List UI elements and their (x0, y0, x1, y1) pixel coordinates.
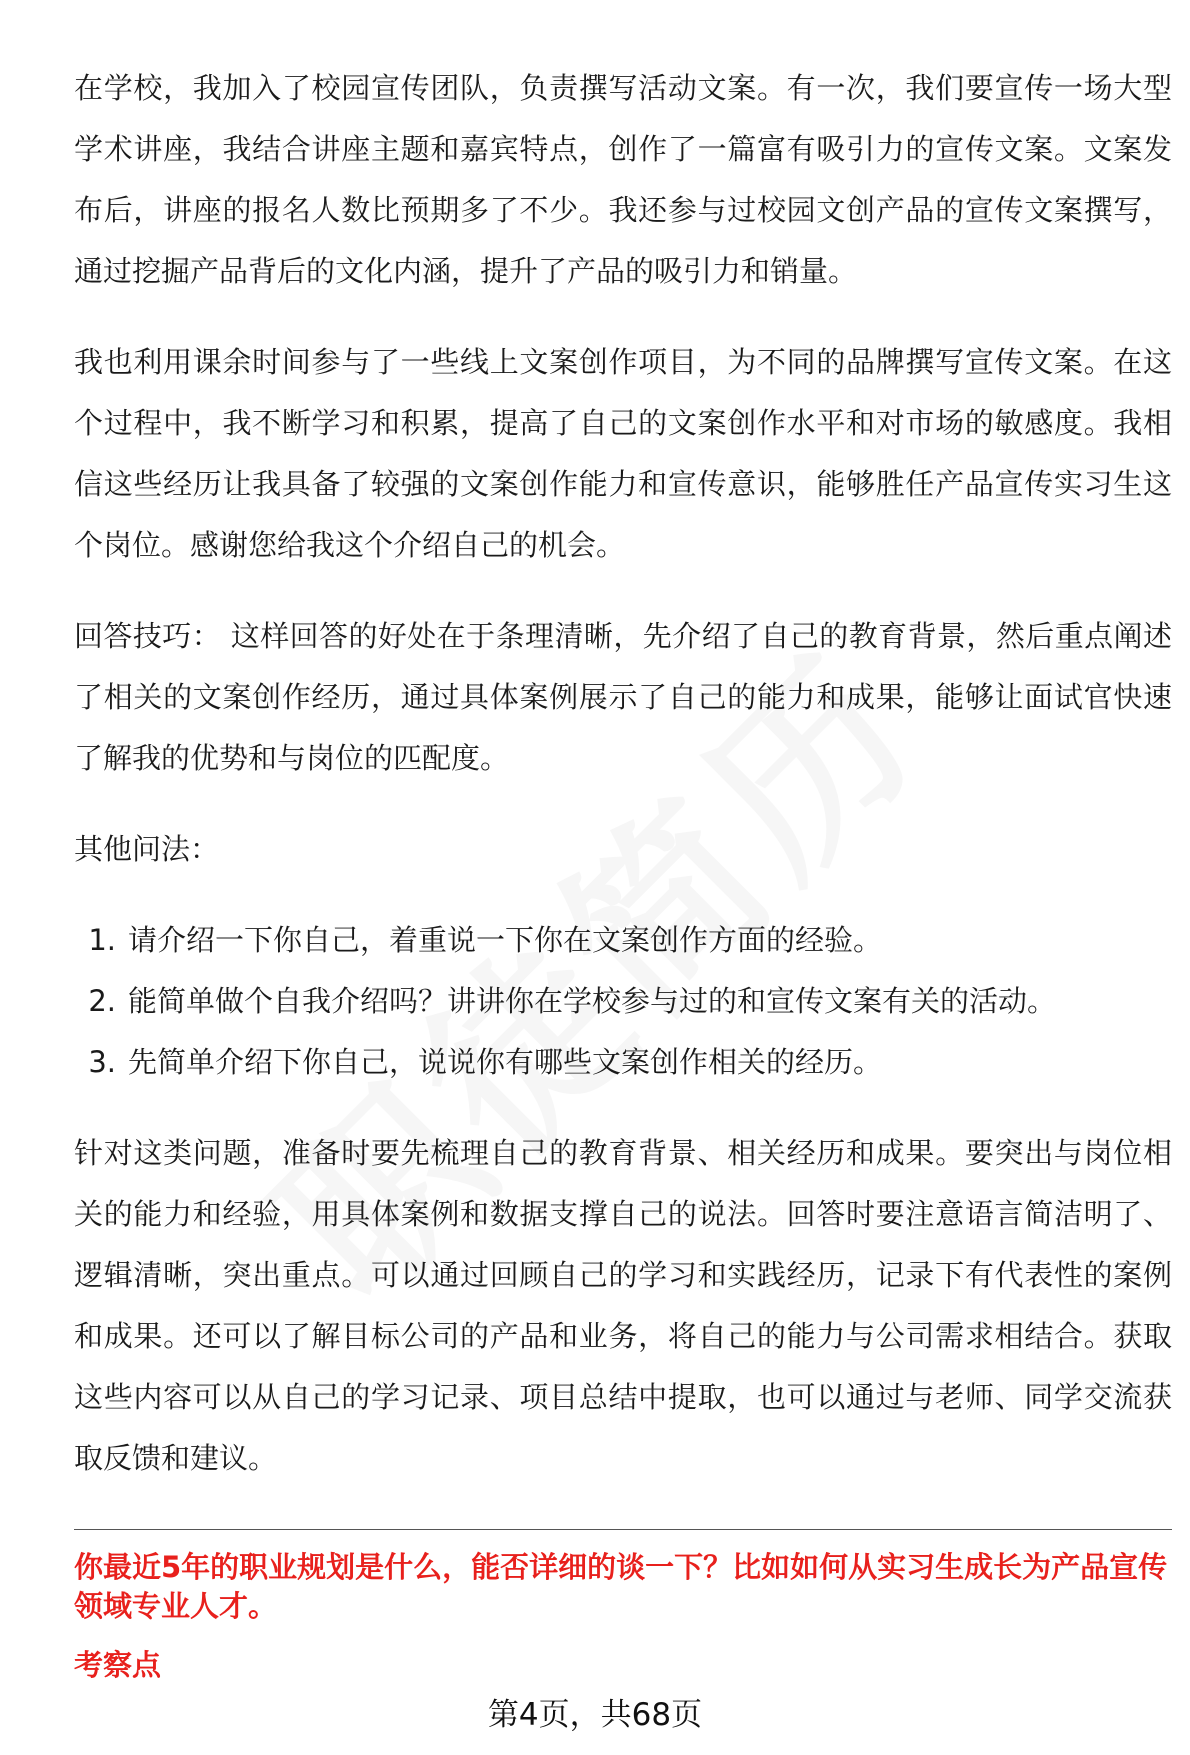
list-item-text: 能简单做个自我介绍吗？讲讲你在学校参与过的和宣传文案有关的活动。 (128, 984, 1057, 1018)
paragraph-answer-tips: 回答技巧： 这样回答的好处在于条理清晰，先介绍了自己的教育背景，然后重点阐述了相关的文案创作经历，通过具体案例展示了自己的能力和成果，能够让面试官快速了解我的优势和与岗位的匹配度。 (74, 619, 1172, 775)
list-item-text: 先简单介绍下你自己，说说你有哪些文案创作相关的经历。 (128, 1045, 883, 1079)
list-item (74, 971, 1172, 1032)
next-question-heading: 你最近5年的职业规划是什么，能否详细的谈一下？比如如何从实习生成长为产品宣传领域专业人才。 (74, 1550, 1168, 1623)
list-item (74, 1032, 1172, 1093)
section-divider (74, 1529, 1172, 1530)
paragraph-campus-experience: 在学校，我加入了校园宣传团队，负责撰写活动文案。有一次，我们要宣传一场大型学术讲座，我结合讲座主题和嘉宾特点，创作了一篇富有吸引力的宣传文案。文案发布后，讲座的报名人数比预期多了不少。我还参与过校园文创产品的宣传文案撰写，通过挖掘产品背后的文化内涵，提升了产品的吸引力和销量。 (74, 71, 1172, 288)
other-questions-list (74, 910, 1172, 1093)
list-item (74, 910, 1172, 971)
list-item-number: 1. (88, 923, 116, 957)
main-content (74, 58, 1172, 1519)
page-number-footer: 第4页，共68页 (487, 1697, 703, 1733)
other-questions-label: 其他问法： (74, 832, 220, 866)
list-item-text: 请介绍一下你自己，着重说一下你在文案创作方面的经验。 (128, 923, 883, 957)
paragraph-online-projects: 我也利用课余时间参与了一些线上文案创作项目，为不同的品牌撰写宣传文案。在这个过程中，我不断学习和积累，提高了自己的文案创作水平和对市场的敏感度。我相信这些经历让我具备了较强的文案创作能力和宣传意识，能够胜任产品宣传实习生这个岗位。感谢您给我这个介绍自己的机会。 (74, 345, 1172, 562)
paragraph-preparation: 针对这类问题，准备时要先梳理自己的教育背景、相关经历和成果。要突出与岗位相关的能力和经验，用具体案例和数据支撑自己的说法。回答时要注意语言简洁明了、逻辑清晰，突出重点。可以通过回顾自己的学习和实践经历，记录下有代表性的案例和成果。还可以了解目标公司的产品和业务，将自己的能力与公司需求相结合。获取这些内容可以从自己的学习记录、项目总结中提取，也可以通过与老师、同学交流获取反馈和建议。 (74, 1136, 1172, 1475)
section-label-assessment: 考察点 (74, 1648, 162, 1682)
list-item-number: 2. (88, 984, 116, 1018)
list-item-number: 3. (88, 1045, 116, 1079)
